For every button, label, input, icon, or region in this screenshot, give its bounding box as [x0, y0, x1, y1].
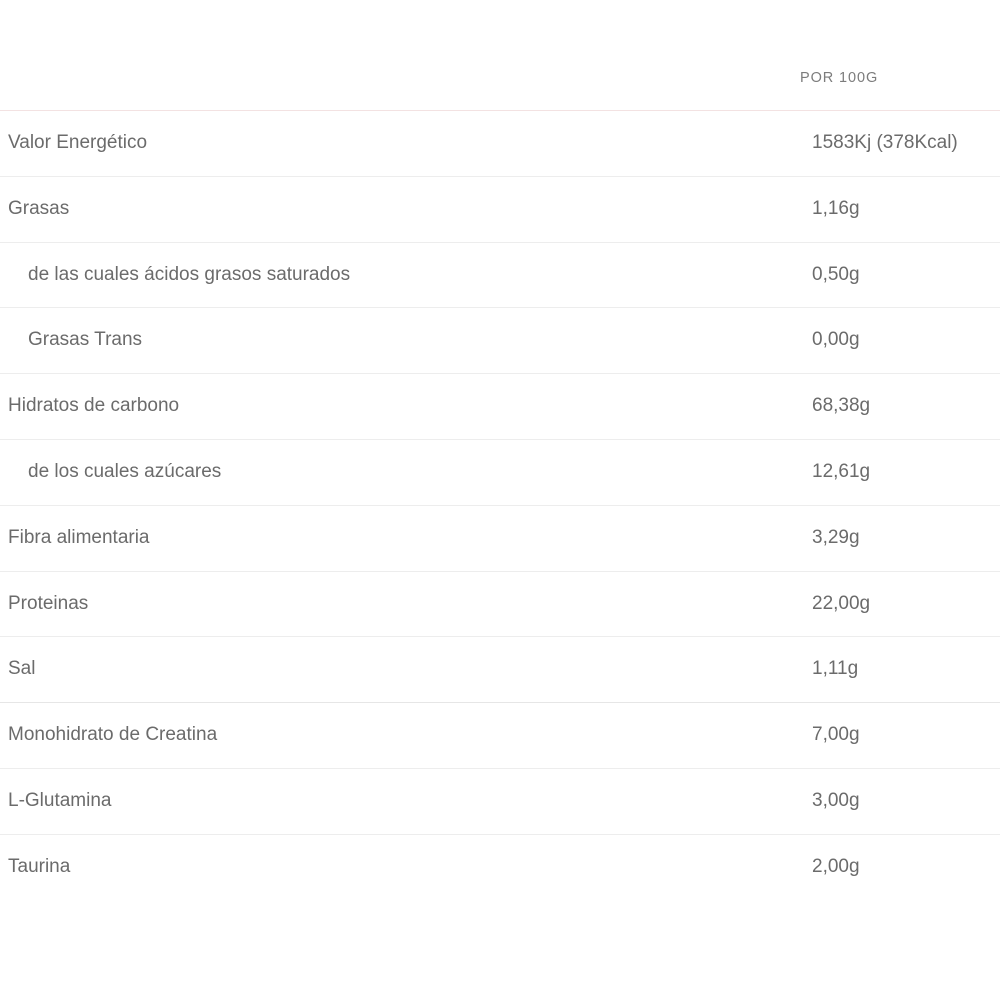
nutrient-value: 7,00g — [800, 703, 1000, 769]
table-row — [0, 834, 1000, 899]
table-row — [0, 703, 1000, 769]
nutrient-label: de las cuales ácidos grasos saturados — [0, 242, 800, 308]
nutrient-value: 0,00g — [800, 308, 1000, 374]
nutrient-label: Hidratos de carbono — [0, 374, 800, 440]
nutrient-value: 22,00g — [800, 571, 1000, 637]
table-row — [0, 571, 1000, 637]
nutrient-value: 12,61g — [800, 439, 1000, 505]
table-row — [0, 439, 1000, 505]
table-row — [0, 308, 1000, 374]
table-row — [0, 111, 1000, 177]
nutrient-label: Taurina — [0, 834, 800, 899]
bottom-spacer — [0, 900, 1000, 960]
table-row — [0, 637, 1000, 703]
column-header-nutrient — [0, 70, 800, 111]
nutrient-value: 1,11g — [800, 637, 1000, 703]
table-row — [0, 374, 1000, 440]
nutrient-label: Monohidrato de Creatina — [0, 703, 800, 769]
nutrient-value: 2,00g — [800, 834, 1000, 899]
nutrient-label: Grasas — [0, 176, 800, 242]
table-row — [0, 768, 1000, 834]
column-header-per-100g: POR 100G — [800, 70, 879, 86]
nutrient-value: 0,50g — [800, 242, 1000, 308]
table-row — [0, 505, 1000, 571]
nutrition-facts-table — [0, 70, 1000, 900]
table-body — [0, 111, 1000, 900]
table-row — [0, 242, 1000, 308]
nutrient-label: Fibra alimentaria — [0, 505, 800, 571]
nutrient-value: 1583Kj (378Kcal) — [800, 111, 1000, 177]
nutrient-label: Grasas Trans — [0, 308, 800, 374]
nutrient-value: 3,29g — [800, 505, 1000, 571]
nutrient-label: L-Glutamina — [0, 768, 800, 834]
table-row — [0, 176, 1000, 242]
nutrient-value: 68,38g — [800, 374, 1000, 440]
nutrient-label: de los cuales azúcares — [0, 439, 800, 505]
nutrient-label: Proteinas — [0, 571, 800, 637]
nutrient-value: 1,16g — [800, 176, 1000, 242]
nutrient-value: 3,00g — [800, 768, 1000, 834]
table-header-row — [0, 70, 1000, 111]
nutrient-label: Valor Energético — [0, 111, 800, 177]
nutrient-label: Sal — [0, 637, 800, 703]
